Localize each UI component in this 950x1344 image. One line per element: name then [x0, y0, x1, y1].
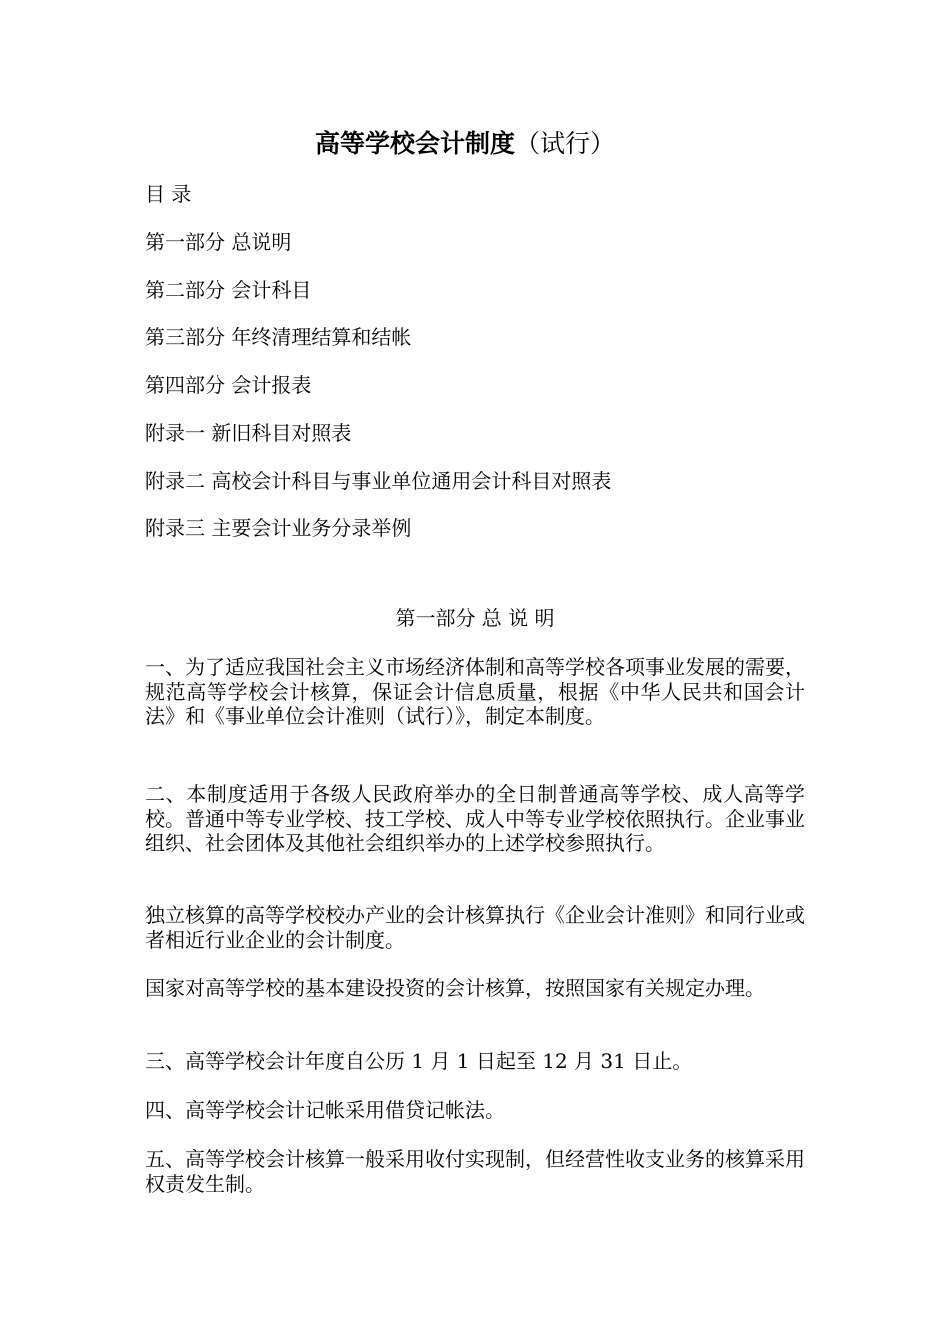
paragraph: 国家对高等学校的基本建设投资的会计核算，按照国家有关规定办理。 — [145, 976, 765, 1000]
toc-item: 附录一 新旧科目对照表 — [145, 421, 352, 445]
title-main: 高等学校会计制度 — [314, 129, 515, 158]
title-sub: （试行） — [515, 129, 616, 158]
toc-item: 附录二 高校会计科目与事业单位通用会计科目对照表 — [145, 469, 612, 493]
toc-heading: 目 录 — [145, 182, 192, 206]
toc-item: 第三部分 年终清理结算和结帐 — [145, 325, 412, 349]
paragraph: 三、高等学校会计年度自公历 1 月 1 日起至 12 月 31 日止。 — [145, 1049, 693, 1073]
toc-item: 第一部分 总说明 — [145, 230, 292, 254]
paragraph: 独立核算的高等学校校办产业的会计核算执行《企业会计准则》和同行业或者相近行业企业的会计制度。 — [145, 903, 805, 952]
paragraph: 一、为了适应我国社会主义市场经济体制和高等学校各项事业发展的需要，规范高等学校会计核算，保证会计信息质量，根据《中华人民共和国会计法》和《事业单位会计准则（试行）》，制定本制度。 — [145, 655, 805, 728]
paragraph: 五、高等学校会计核算一般采用收付实现制，但经营性收支业务的核算采用权责发生制。 — [145, 1147, 805, 1196]
paragraph: 四、高等学校会计记帐采用借贷记帐法。 — [145, 1098, 505, 1122]
section-heading: 第一部分 总 说 明 — [395, 606, 555, 630]
document-title — [145, 126, 785, 162]
toc-item: 第二部分 会计科目 — [145, 278, 312, 302]
toc-item: 附录三 主要会计业务分录举例 — [145, 516, 412, 540]
paragraph: 二、本制度适用于各级人民政府举办的全日制普通高等学校、成人高等学校。普通中等专业学校、技工学校、成人中等专业学校依照执行。企业事业组织、社会团体及其他社会组织举办的上述学校参照执行。 — [145, 782, 805, 855]
toc-item: 第四部分 会计报表 — [145, 373, 312, 397]
